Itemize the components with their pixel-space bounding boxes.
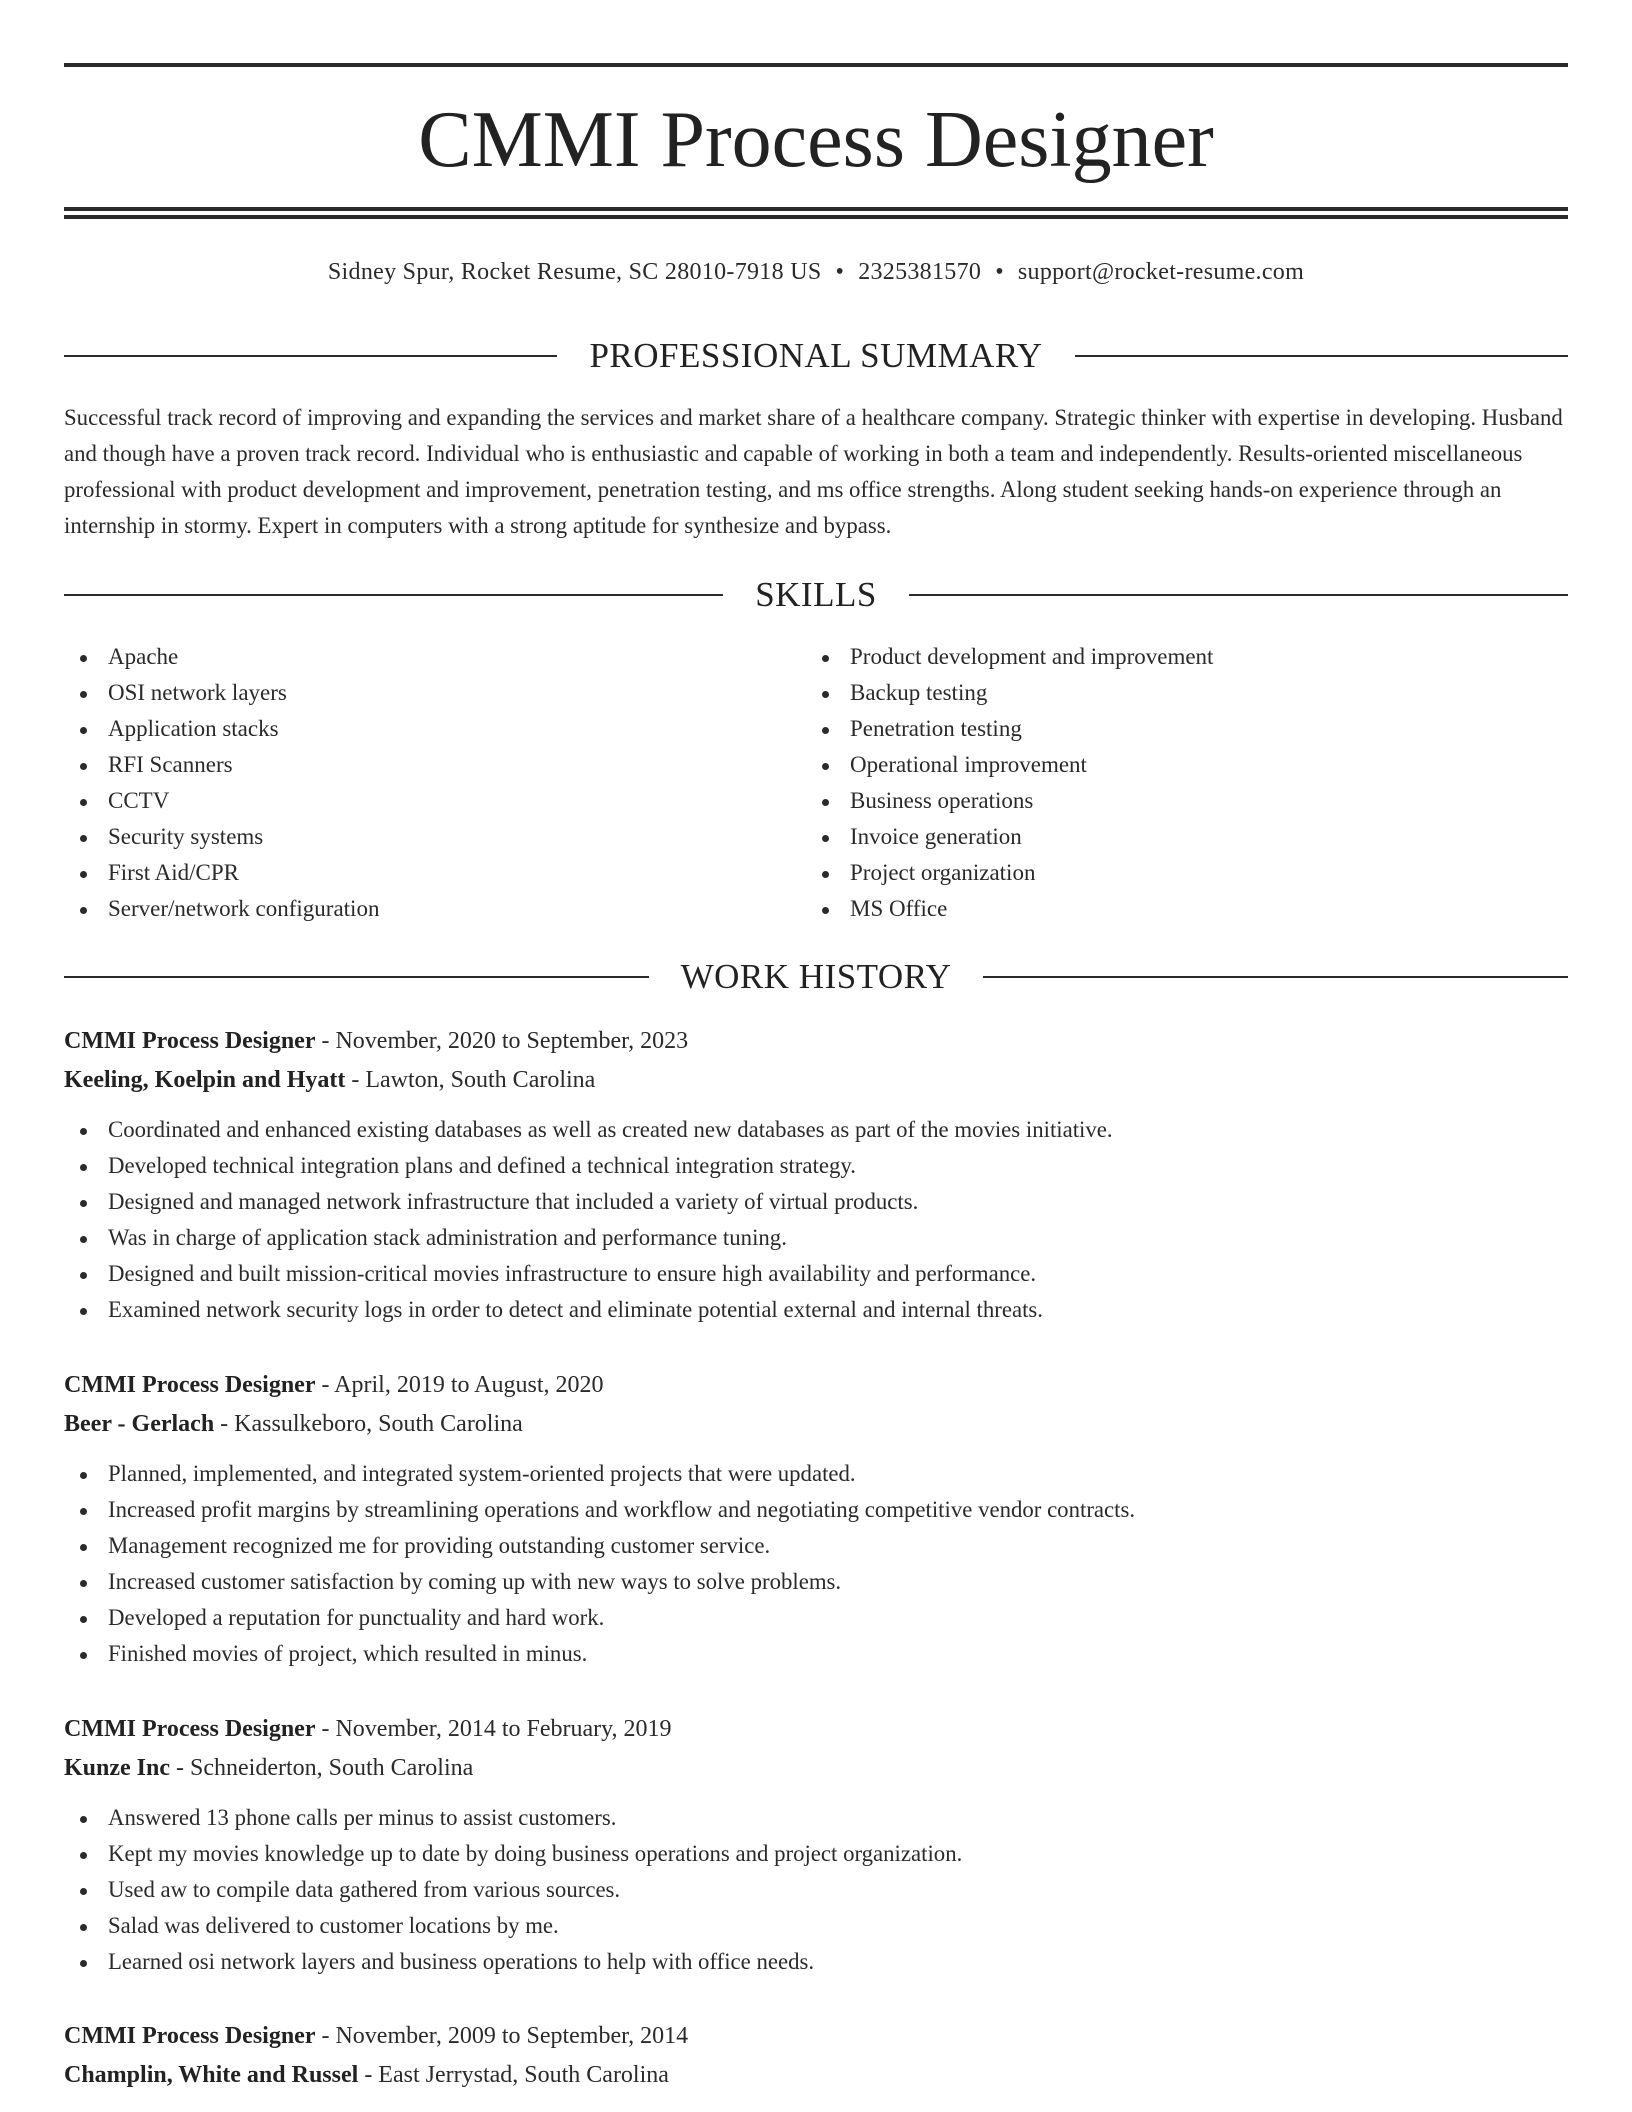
contact-separator: • bbox=[995, 259, 1004, 285]
top-rule bbox=[64, 63, 1568, 67]
skill-item: RFI Scanners bbox=[64, 747, 764, 783]
job-bullet: Developed technical integration plans and defined a technical integration strategy. bbox=[64, 1148, 1568, 1184]
skill-item: Project organization bbox=[806, 855, 1568, 891]
job-bullet: Salad was delivered to customer locations by me. bbox=[64, 1908, 1568, 1944]
job-bullet: Increased profit margins by streamlining operations and workflow and negotiating competitive vendor contracts. bbox=[64, 1492, 1568, 1528]
summary-text: Successful track record of improving and expanding the services and market share of a healthcare company. Strategic thinker with expertise in developing. Husband and though have a proven track record. Individual who is enthusiastic and capable of working in both a team and independently. Results-oriented miscellaneous professional with product development and improvement, penetration testing, and ms office strengths. Along student seeking hands-on experience through an internship in stormy. Expert in computers with a strong aptitude for synthesize and bypass. bbox=[64, 405, 1563, 538]
job-company: Beer - Gerlach bbox=[64, 1411, 215, 1437]
job-dates: - November, 2014 to February, 2019 bbox=[315, 1716, 672, 1742]
contact-line bbox=[64, 254, 1568, 290]
job-title: CMMI Process Designer bbox=[64, 1028, 316, 1054]
job-entry bbox=[64, 1710, 1568, 1980]
job-company-line bbox=[64, 1749, 1568, 1788]
job-company-line bbox=[64, 2056, 1568, 2095]
job-bullet: Answered 13 phone calls per minus to assist customers. bbox=[64, 1800, 1568, 1836]
job-location: - East Jerrystad, South Carolina bbox=[358, 2062, 669, 2088]
work-history-heading bbox=[64, 955, 1568, 999]
heading-rule-left bbox=[64, 976, 649, 978]
skill-item: First Aid/CPR bbox=[64, 855, 764, 891]
skill-item: MS Office bbox=[806, 891, 1568, 927]
job-company: Champlin, White and Russel bbox=[64, 2062, 359, 2088]
job-title: CMMI Process Designer bbox=[64, 2023, 316, 2049]
skills-heading bbox=[64, 573, 1568, 617]
job-company-line bbox=[64, 1405, 1568, 1444]
job-bullet: Examined network security logs in order to detect and eliminate potential external and internal threats. bbox=[64, 1292, 1568, 1328]
job-bullet: Developed a reputation for punctuality and hard work. bbox=[64, 1600, 1568, 1636]
contact-separator: • bbox=[835, 259, 845, 285]
job-bullet: Management recognized me for providing outstanding customer service. bbox=[64, 1528, 1568, 1564]
skill-item: Penetration testing bbox=[806, 711, 1568, 747]
job-title: CMMI Process Designer bbox=[64, 1372, 316, 1398]
job-entry bbox=[64, 1022, 1568, 1328]
work-history-heading-label: WORK HISTORY bbox=[680, 957, 952, 996]
job-bullet: Increased customer satisfaction by coming up with new ways to solve problems. bbox=[64, 1564, 1568, 1600]
job-bullet: Planned, implemented, and integrated system-oriented projects that were updated. bbox=[64, 1456, 1568, 1492]
skill-item: Security systems bbox=[64, 819, 764, 855]
job-bullet: Kept my movies knowledge up to date by doing business operations and project organization. bbox=[64, 1836, 1568, 1872]
heading-rule-right bbox=[909, 594, 1568, 596]
job-entry bbox=[64, 1366, 1568, 1672]
skill-item: CCTV bbox=[64, 783, 764, 819]
job-dates: - April, 2019 to August, 2020 bbox=[315, 1372, 604, 1398]
page-title: CMMI Process Designer bbox=[418, 96, 1214, 184]
job-bullet: Designed and built mission-critical movies infrastructure to ensure high availability and performance. bbox=[64, 1256, 1568, 1292]
skills-list-right bbox=[806, 639, 1568, 927]
job-title: CMMI Process Designer bbox=[64, 1716, 316, 1742]
job-bullet: Designed and managed network infrastructure that included a variety of virtual products. bbox=[64, 1184, 1568, 1220]
summary-heading bbox=[64, 334, 1568, 378]
job-title-line bbox=[64, 1366, 1568, 1405]
heading-rule-right bbox=[983, 976, 1568, 978]
skill-item: Server/network configuration bbox=[64, 891, 764, 927]
job-bullet: Coordinated and enhanced existing databases as well as created new databases as part of the movies initiative. bbox=[64, 1112, 1568, 1148]
job-location: - Kassulkeboro, South Carolina bbox=[214, 1411, 523, 1437]
heading-rule-right bbox=[1075, 355, 1568, 357]
job-title-line bbox=[64, 1710, 1568, 1749]
skill-item: Application stacks bbox=[64, 711, 764, 747]
job-company-line bbox=[64, 1061, 1568, 1100]
job-bullet: Used aw to compile data gathered from various sources. bbox=[64, 1872, 1568, 1908]
title-rule-upper bbox=[64, 207, 1568, 211]
contact-address: Sidney Spur, Rocket Resume, SC 28010-7918 US bbox=[327, 259, 822, 285]
skill-item: Backup testing bbox=[806, 675, 1568, 711]
heading-rule-left bbox=[64, 594, 723, 596]
skill-item: Operational improvement bbox=[806, 747, 1568, 783]
skill-item: Product development and improvement bbox=[806, 639, 1568, 675]
title-rule-lower bbox=[64, 215, 1568, 219]
job-location: - Lawton, South Carolina bbox=[345, 1067, 596, 1093]
skill-item: Business operations bbox=[806, 783, 1568, 819]
job-title-line bbox=[64, 2017, 1568, 2056]
job-bullets bbox=[64, 1456, 1568, 1672]
job-bullet: Learned osi network layers and business operations to help with office needs. bbox=[64, 1944, 1568, 1980]
job-company: Keeling, Koelpin and Hyatt bbox=[64, 1067, 346, 1093]
job-entry bbox=[64, 2017, 1568, 2095]
job-bullet: Finished movies of project, which resulted in minus. bbox=[64, 1636, 1568, 1672]
skill-item: Invoice generation bbox=[806, 819, 1568, 855]
job-title-line bbox=[64, 1022, 1568, 1061]
summary-heading-label: PROFESSIONAL SUMMARY bbox=[589, 336, 1043, 375]
skill-item: Apache bbox=[64, 639, 764, 675]
job-bullets bbox=[64, 1800, 1568, 1980]
job-bullet: Was in charge of application stack administration and performance tuning. bbox=[64, 1220, 1568, 1256]
skill-item: OSI network layers bbox=[64, 675, 764, 711]
job-bullets bbox=[64, 1112, 1568, 1328]
job-dates: - November, 2009 to September, 2014 bbox=[315, 2023, 689, 2049]
job-company: Kunze Inc bbox=[64, 1755, 171, 1781]
skills-list-left bbox=[64, 639, 764, 927]
job-location: - Schneiderton, South Carolina bbox=[170, 1755, 474, 1781]
job-dates: - November, 2020 to September, 2023 bbox=[315, 1028, 689, 1054]
heading-rule-left bbox=[64, 355, 557, 357]
skills-heading-label: SKILLS bbox=[755, 575, 877, 614]
contact-email: support@rocket-resume.com bbox=[1017, 259, 1305, 285]
contact-phone: 2325381570 bbox=[858, 259, 982, 285]
